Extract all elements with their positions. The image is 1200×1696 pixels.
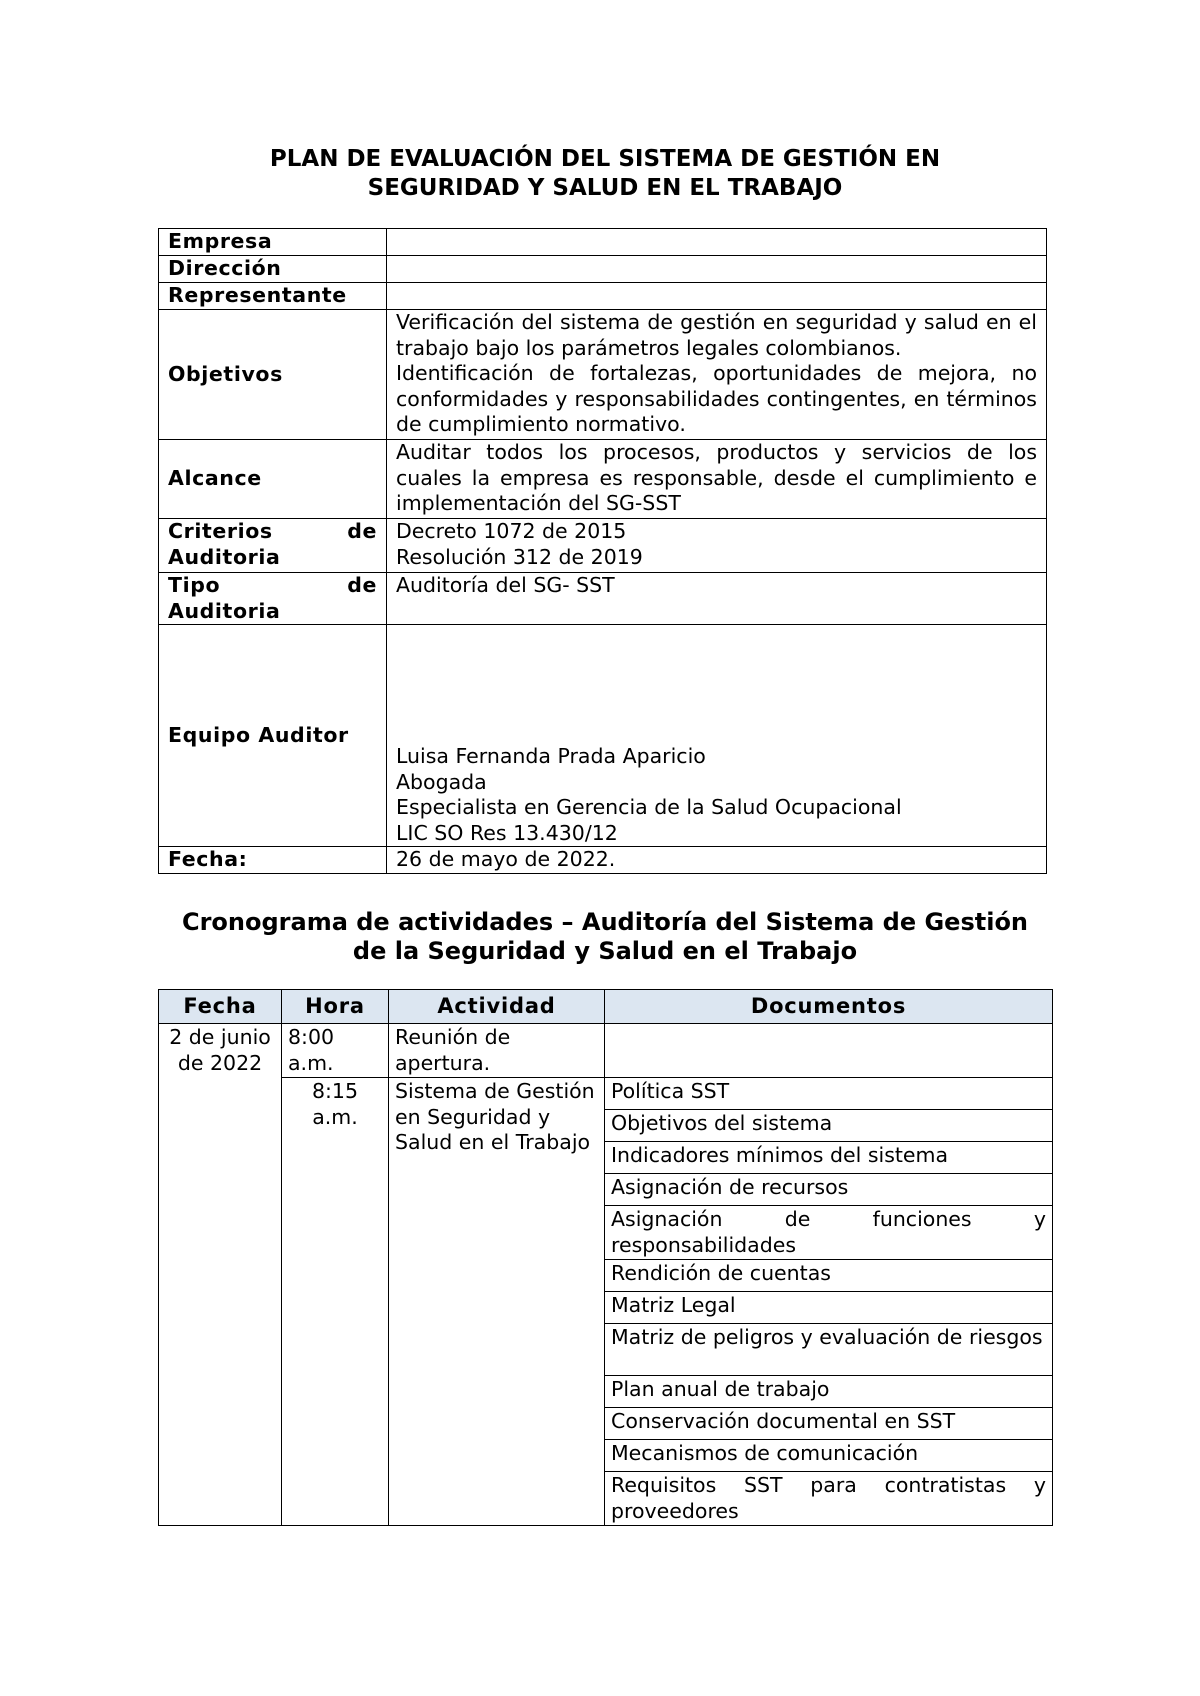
criterios-label-c: Auditoria xyxy=(168,544,281,569)
title-line-2: SEGURIDAD Y SALUD EN EL TRABAJO xyxy=(367,175,843,201)
documento-cell: Requisitos SST para contratistas y proveedores xyxy=(605,1472,1053,1526)
cronograma-title xyxy=(160,908,1050,966)
objetivos-paragraph-1: Verificación del sistema de gestión en seguridad y salud en el trabajo bajo los parámetros legales colombianos. xyxy=(396,310,1037,360)
representante-label: Representante xyxy=(159,283,387,310)
documento-cell xyxy=(605,1024,1053,1078)
row-empresa xyxy=(159,229,1047,256)
row-representante xyxy=(159,283,1047,310)
representante-value xyxy=(387,283,1047,310)
cronograma-title-line-2: de la Seguridad y Salud en el Trabajo xyxy=(352,937,858,965)
tipo-label-b: de xyxy=(347,573,377,597)
cronograma-title-line-1: Cronograma de actividades – Auditoría del Sistema de Gestión xyxy=(181,908,1029,936)
auditor-specialty: Especialista en Gerencia de la Salud Ocupacional xyxy=(396,795,902,819)
auditor-license: LIC SO Res 13.430/12 xyxy=(396,820,618,845)
documento-cell: Asignación de recursos xyxy=(605,1174,1053,1206)
documento-cell: Política SST xyxy=(605,1078,1053,1110)
schedule-header-row xyxy=(159,990,1053,1024)
documento-cell: Indicadores mínimos del sistema xyxy=(605,1142,1053,1174)
documento-cell: Matriz Legal xyxy=(605,1292,1053,1324)
criterios-label-a: Criterios xyxy=(168,519,273,543)
header-hora: Hora xyxy=(282,990,389,1024)
row-fecha xyxy=(159,847,1047,874)
objetivos-label: Objetivos xyxy=(159,310,387,440)
tipo-label xyxy=(159,573,387,625)
row-alcance xyxy=(159,440,1047,519)
schedule-table xyxy=(158,989,1053,1526)
table-row xyxy=(159,1078,1053,1110)
objetivos-value xyxy=(387,310,1047,440)
row-objetivos xyxy=(159,310,1047,440)
actividad-cell: Reunión de apertura. xyxy=(389,1024,605,1078)
documento-cell: Matriz de peligros y evaluación de riesgos xyxy=(605,1324,1053,1376)
documento-cell: Mecanismos de comunicación xyxy=(605,1440,1053,1472)
criterio-resolucion: Resolución 312 de 2019 xyxy=(396,544,643,569)
direccion-label: Dirección xyxy=(159,256,387,283)
auditor-name: Luisa Fernanda Prada Aparicio xyxy=(396,744,706,768)
tipo-value: Auditoría del SG- SST xyxy=(387,573,1047,625)
row-equipo xyxy=(159,625,1047,847)
row-tipo xyxy=(159,573,1047,625)
actividad-cell: Sistema de Gestión en Seguridad y Salud en el Trabajo xyxy=(389,1078,605,1526)
equipo-label: Equipo Auditor xyxy=(159,625,387,847)
hora-cell: 8:15 a.m. xyxy=(282,1078,389,1526)
equipo-value xyxy=(387,625,1047,847)
hora-cell: 8:00 a.m. xyxy=(282,1024,389,1078)
row-direccion xyxy=(159,256,1047,283)
row-criterios xyxy=(159,519,1047,573)
header-fecha: Fecha xyxy=(159,990,282,1024)
criterios-label xyxy=(159,519,387,573)
criterio-decreto: Decreto 1072 de 2015 xyxy=(396,519,627,543)
criterios-value xyxy=(387,519,1047,573)
documento-cell: Objetivos del sistema xyxy=(605,1110,1053,1142)
direccion-value xyxy=(387,256,1047,283)
header-actividad: Actividad xyxy=(389,990,605,1024)
criterios-label-b: de xyxy=(347,519,377,543)
fecha-value: 26 de mayo de 2022. xyxy=(387,847,1047,874)
schedule-fecha: 2 de junio de 2022 xyxy=(159,1024,282,1526)
objetivos-paragraph-2: Identificación de fortalezas, oportunidades de mejora, no conformidades y responsabilidades contingentes, en términos de cumplimiento normativo. xyxy=(396,361,1037,436)
documento-cell: Plan anual de trabajo xyxy=(605,1376,1053,1408)
header-documentos: Documentos xyxy=(605,990,1053,1024)
documento-cell: Asignación de funciones y responsabilidades xyxy=(605,1206,1053,1260)
document-title xyxy=(160,145,1050,203)
empresa-label: Empresa xyxy=(159,229,387,256)
alcance-value: Auditar todos los procesos, productos y servicios de los cuales la empresa es responsable, desde el cumplimiento e implementación del SG-SST xyxy=(387,440,1047,519)
audit-info-table xyxy=(158,228,1047,874)
table-row xyxy=(159,1024,1053,1078)
documento-cell: Rendición de cuentas xyxy=(605,1260,1053,1292)
alcance-label: Alcance xyxy=(159,440,387,519)
title-line-1: PLAN DE EVALUACIÓN DEL SISTEMA DE GESTIÓN EN xyxy=(269,146,941,172)
documento-cell: Conservación documental en SST xyxy=(605,1408,1053,1440)
tipo-label-c: Auditoria xyxy=(168,598,281,623)
empresa-value xyxy=(387,229,1047,256)
tipo-label-a: Tipo xyxy=(168,573,221,597)
fecha-label: Fecha: xyxy=(159,847,387,874)
auditor-role: Abogada xyxy=(396,769,487,794)
